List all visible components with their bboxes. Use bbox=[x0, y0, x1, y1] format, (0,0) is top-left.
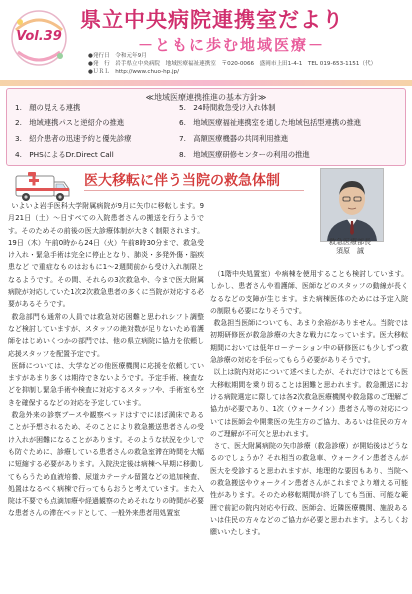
principle-item: 3. 紹介患者の迅速予約と優先診療 bbox=[15, 134, 132, 143]
author-role: 救急医療部長 bbox=[329, 238, 371, 246]
newsletter-title: 県立中央病院連携室だより bbox=[80, 8, 344, 32]
header-divider bbox=[0, 80, 412, 86]
article-paragraph: 救急部門も通常の人員では救急対応困難と思われシフト調整など検討していますが、スタッフの絶対数が足りないため看護師をはじめいくつかの部門では、他の県立病院に協力を依頼し応援スタッフを配置予定です。 bbox=[8, 312, 204, 358]
article-headline: 医大移転に伴う当院の救急体制 bbox=[84, 173, 280, 189]
pub-date: ●発行日 令和元年9月 bbox=[88, 53, 147, 59]
principles-box bbox=[6, 88, 406, 166]
vol-number: Vol.39 bbox=[16, 29, 62, 44]
article-paragraph: 医師については、大学などの他医療機関に応援を依頼していますがあまり多くは期待できないようです。予定手術、検査などを抑制し緊急手術や検査に対応するスタッフや、手術室も空きを確保するなどの対応を予定しています。 bbox=[8, 361, 204, 407]
principle-item: 1. 顔の見える連携 bbox=[15, 103, 81, 112]
principle-item: 5. 24時間救急受け入れ体制 bbox=[179, 103, 276, 112]
pub-publisher: ●発 行 岩手県立中央病院 地域医療福祉連携室 〒020-0066 盛岡市上田1-4-1 TEL 019-653-1151（代） bbox=[88, 61, 377, 67]
principle-item: 6. 地域医療福祉連携室を通した地域包括型連携の推進 bbox=[179, 118, 362, 127]
article-paragraph: いよいよ岩手医科大学附属病院が9月に矢巾に移転します。9月21日（土）～日すべての入院患者さんの搬送を行うようです。そのためその前後の医大診療体制が大きく制限されます。19日（木）午前0時から24日（火）午前8時30分まで、救急受け入れ・緊急手術は完全に停止となり、肺炎・多発外傷・脳疾患など で重症なものはおもに1～2週間前から受け入れ制限となるようです。その間、それらの3次救急や、今まで医大附属病院が対応していた1次2次救急患者の多くに当院が対応する必要があるそうです。 bbox=[8, 202, 204, 309]
principle-item: 7. 高額医療機器の共同利用推進 bbox=[179, 134, 289, 143]
vol-badge bbox=[6, 8, 72, 68]
article-paragraph: 救急外来の診察ブースや観察ベッドはすでにほぼ満床であることが予想されるため、そのことにより救急搬送患者さんの受け入れが困難になることがあります。そのような状況を少しでも防ぐために、診療している患者さんの救急室滞在時間を大幅に短縮する必要があります。入院決定後は病棟へ早期に移動してもらうため血液培養、尿道カテーテル留置などの追加検査、処置はなるべく病棟で行ってもらおうと考えています。また入院は不要でも点滴加療や経過観察のためそれなりの時間が必要な患者さんの滞在ベッドとして、一般外来患者用処置室 bbox=[8, 411, 204, 518]
ambulance-icon bbox=[14, 168, 72, 204]
author-name: 須原 誠 bbox=[336, 247, 364, 255]
article-paragraph: 救急担当医師についても、あまり余裕がありません。当院では初期研修医が救急診療の大きな戦力になっています。医大移転期間においては低年ローテーション中の研修医にも少しずつ救急診療の対応を手伝ってもらう必要がありそうです。 bbox=[210, 319, 408, 365]
principle-item: 4. PHSによるDr.Direct Call bbox=[15, 150, 114, 159]
article-paragraph: 以上は院内対応について述べましたが、それだけではとても医大移転期間を乗り切ることは困難と思われます。救急搬送における病院選定に際しては各2次救急医療機関や救急隊のご理解ご協力が必要であり、1次（ウォークイン）患者さん等の対応については医師会や開業医の先生方のご協力、あるいは住民の方々のご理解が不可欠と思われます。 bbox=[210, 368, 408, 438]
article-column-left bbox=[8, 200, 204, 520]
article-column-right bbox=[210, 268, 408, 539]
principle-item: 2. 地域連携パスと逆紹介の推進 bbox=[15, 118, 125, 127]
author-photo bbox=[320, 168, 384, 242]
headline-underline bbox=[84, 190, 304, 191]
author-caption bbox=[300, 238, 400, 256]
principle-item: 8. 地域医療研修センターの利用の推進 bbox=[179, 150, 310, 159]
newsletter-subtitle: －ともに歩む地域医療－ bbox=[138, 36, 326, 54]
article-paragraph: （1階中央処置室）や病棟を使用することも検討しています。しかし、患者さんや看護師、医師などのスタッフの動線が長くなるなどの支障が生じます。また病棟医体のためには予定入院の制限も必要になりそうです。 bbox=[210, 270, 408, 315]
principles-title: ≪地域医療連携推進の基本方針≫ bbox=[145, 93, 267, 102]
publication-info bbox=[88, 52, 376, 76]
article-paragraph: さて、医大附属病院の矢巾診療（救急診療）が開始後はどうなるのでしょうか？それ相当の救急車、ウォークイン患者さんが医大を受診すると思われますが、地理的な要因もあり、当院への救急搬送やウォークイン患者さんがこれまでより増える可能性があります。そのため移転期間が終了しても当面、可能な範囲で前記の院内対応や行政、医師会、近隣医療機関、施設あるいは住民の方々などのご協力が必要と思われます。よろしくお願いいたします。 bbox=[210, 442, 408, 537]
pub-url[interactable]: ●ＵＲＬ http://www.chuo-hp.jp/ bbox=[88, 69, 179, 75]
